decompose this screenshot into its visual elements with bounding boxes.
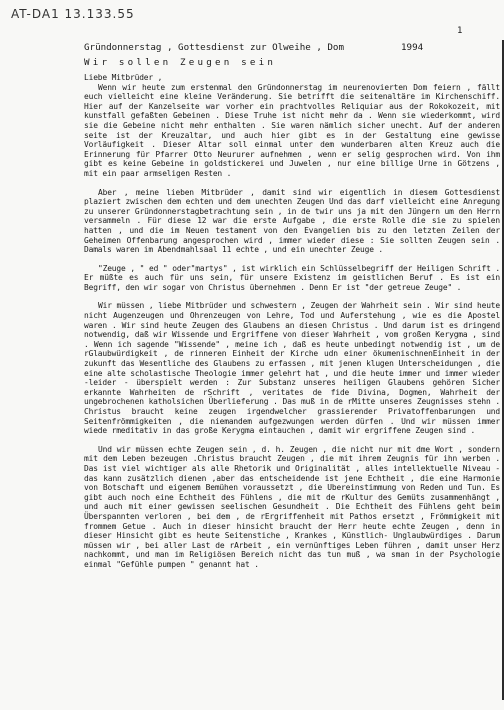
paragraph-5: Und wir müssen echte Zeugen sein , d. h. Zeugen , die nicht nur mit dme Wort , sondern mit dem Leben bezeugen .Christus braucht Zeugen , die mit ihrem Zeugnis für ihn werben . Das ist viel wichtiger als alle Rhetorik und Originalität , alles intellektuelle Niveau - das kann zusätzlich dienen ,aber das entscheidende ist jene Echtheit , die eine Harmonie von Botschaft und eigenem Bemühen voraussetzt , die Ubereinstimmung von Reden und Tun. Es gibt auch noch eine Echtheit des Fühlens , die mit de rKultur des Gemüts zusammenhängt , und auch mit einer gewissen seelischen Gesundheit . Die Echtheit des Fühlens geht beim Überspannten verloren , bei dem , de rErgriffenheit mit Pathos ersetzt , Frömmigkeit mit frommem Getue . Auch in dieser hinsicht braucht der Herr heute echte Zeugen , denn in dieser Hinsicht gibt es heute Seitenstiche , Krankes , Künstlich- Unglaubwürdiges . Darum müssen wir , bei aller Last de rArbeit , ein vernünftiges Leben führen , damit unser Herz nachkommt, und man im Religiösen Bereich nicht das tun muß , wa sman in der Psychologie einmal "Gefühle pumpen " genannt hat . [84,444,500,569]
document-header: Gründonnerstag , Gottesdienst zur Olweihe , Dom [84,42,344,53]
salutation: Liebe Mitbrüder , [84,73,163,82]
paragraph-1: Wenn wir heute zum erstenmal den Gründonnerstag im neurenovierten Dom feiern , fällt euch vielleicht eine kleine Veränderung. Sie betrifft die seitenaltäre im Kirchenschiff. Hier auf der Kanzelseite war vorher ein prachtvolles Reliquiar aus der Rokokozeit, mit kunstfall gefaßten Gebeinen . Diese Truhe ist nicht mehr da . Wenn sie wiederkommt, wird sie die Gebeine nicht mehr enthalten . Sie waren nämlich sicher unecht. Auf der anderen seite ist der Kreuzaltar, und auch hier gibt es in der Gestaltung eine gewisse Vorläufigkeit . Dieser Altar soll einmal unter dem wunderbaren alten Kreuz auch die Erinnerung für Pfarrer Otto Neururer aufnehmen , wenn er selig gesprochen wird. Von ihm gibt es keine Gebeine in goldstickerei und Juwelen , nur eine billige Urne in Götzens , mit ein paar armseligen Resten . [84,82,500,178]
paragraph-2: Aber , meine lieben Mitbrüder , damit sind wir eigentlich in diesem Gottesdienst plaziert zwischen dem echten und dem unechten Zeugen Und das darf vielleicht eine Anregung zu unserer Gründonnerstagbetrachtung sein , in de twir uns ja mit den Jüngern um den Herrn versammeln . Für diese 12 war die erste Aufgabe , die erste Rolle die sie zu spielen hatten , und die im Neuen testament von den Evangelien bis zu den letzten Zeilen der Geheimen Offenbarung angesprochen wird , immer wieder diese : Sie sollten Zeugen sein . Damals waren im Abendmahlsaal 11 echte , und ein unechter Zeuge . [84,187,500,255]
document-year: 1994 [401,42,424,53]
paragraph-3: "Zeuge , " ed " oder"martys" , ist wirklich ein Schlüsselbegriff der Heiligen Schrift . Er müßte es auch für uns sein, für unsere Existenz im geistlichen Beruf . Es ist ein Begriff, den wir sogar von Christus übernehmen . Denn Er ist "der getreue Zeuge" . [84,263,500,292]
paragraph-4: Wir müssen , liebe Mitbrüder und schwestern , Zeugen der Wahrheit sein . Wir sind heute nicht Augenzeugen und Ohrenzeugen von Lehre, Tod und Auferstehung , wie es die Apostel waren . Wir sind heute Zeugen des Glaubens an diesen Christus . Und darum ist es dringend notwendig, daß wir Wissende und Ergriffene von dieser Wahrheit , vom großen Kerygma , sind . Wenn ich sagende "Wissende" , meine ich , daß es heute unbedingt notwendig ist , um de rGlaubwürdigkeit , de rinneren Einheit der Kirche udn einer ökumenischnenEinheit in der zukunft das Wesentliche des Glaubens zu erfassen , mit jenen klugen Unterscheidungen , die eine alte scholastische Theologie immer gelehrt hat , und die heute immer und immer wieder -leider - überspielt werden : Zur Substanz unseres heiligen Glaubens gehören Sicher erkannte Wahrheiten de rSchrift , veritates de fide Divina, Dogmen, Wahrheit der ungebrochenen katholsichen Überlieferung . Das muß in de rMitte unseres Zeugnisses stehn . Christus braucht keine zeugen irgendwelcher grassierender Privatoffenbarungen und Seitenfrömmigkeiten , die niemandem aufgezwungen werden dürfen . Und wir müssen immer wiede rmeditativ in das große Kerygma eintauchen , damit wir ergriffene Zeugen sind . [84,301,500,436]
document-body [84,73,500,579]
archive-stamp: AT-DA1 13.133.55 [11,7,135,21]
document-subtitle: Wir sollen Zeugen sein [84,57,277,68]
page-number: 1 [457,26,463,36]
